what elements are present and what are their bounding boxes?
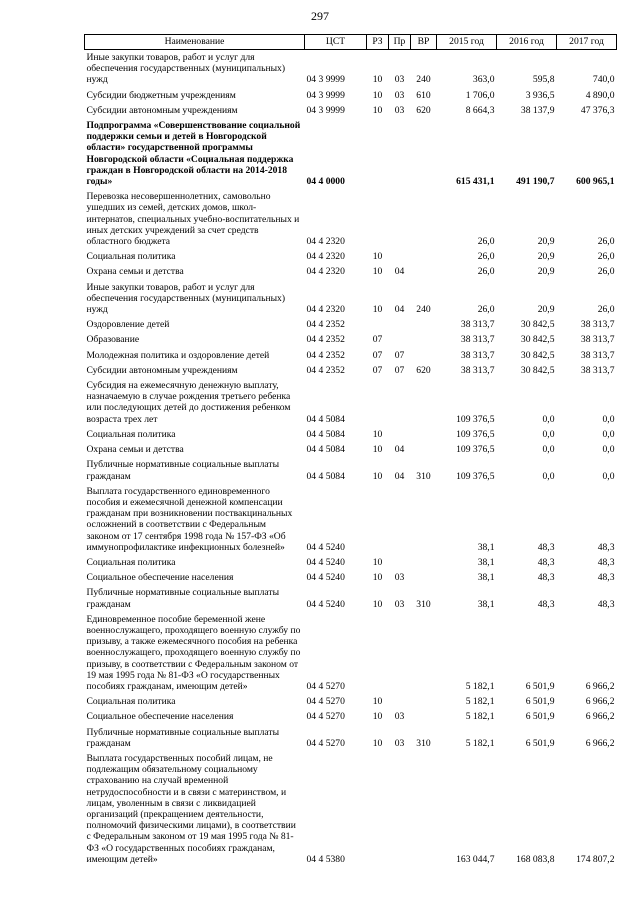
cell-2016: 30 842,5 bbox=[520, 319, 555, 331]
cell-rz: 10 bbox=[372, 737, 383, 749]
cell-2015: 1 706,0 bbox=[465, 89, 495, 101]
cell-pr bbox=[389, 612, 411, 694]
cell-rz bbox=[367, 317, 389, 332]
cell-vr bbox=[411, 317, 437, 332]
table-row bbox=[85, 50, 617, 88]
header-vr: ВР bbox=[411, 35, 437, 50]
cell-2015: 26,0 bbox=[477, 266, 495, 278]
cell-name: Социальная политика bbox=[86, 251, 176, 263]
cell-rz bbox=[367, 189, 389, 249]
cell-2016: 6 501,9 bbox=[525, 711, 555, 723]
cell-2016: 48,3 bbox=[537, 556, 555, 568]
budget-table bbox=[84, 34, 617, 867]
cell-2016: 48,3 bbox=[537, 572, 555, 584]
cell-name: Социальное обеспечение населения bbox=[86, 572, 234, 584]
cell-name: Выплата государственных пособий лицам, не подлежащим обязательному социальному страхованию на случай временной нетрудоспособности и в связи с материнством, и лицам, уволенным в связи с ликвидацией организаций (прекращением деятельности, полномочий физическими лицами), в соответствии с Федеральным законом от 19 мая 1995 года № 81-ФЗ «О государственных пособиях гражданам, имеющим детей» bbox=[86, 752, 296, 865]
cell-rz: 10 bbox=[372, 251, 383, 263]
cell-pr: 07 bbox=[394, 364, 405, 376]
table-row bbox=[85, 457, 617, 483]
cell-vr bbox=[411, 555, 437, 570]
cell-2017: 48,3 bbox=[597, 598, 615, 610]
cell-2017: 26,0 bbox=[597, 304, 615, 316]
cell-name: Охрана семьи и детства bbox=[86, 444, 184, 456]
cell-2015: 109 376,5 bbox=[456, 428, 495, 440]
cell-rz: 10 bbox=[372, 428, 383, 440]
cell-vr bbox=[411, 249, 437, 264]
cell-pr bbox=[389, 555, 411, 570]
cell-pr: 07 bbox=[394, 349, 405, 361]
cell-rz: 10 bbox=[372, 444, 383, 456]
cell-cst: 04 4 2320 bbox=[306, 266, 345, 278]
table-row bbox=[85, 363, 617, 378]
cell-vr bbox=[411, 348, 437, 363]
cell-2015: 5 182,1 bbox=[465, 680, 495, 692]
cell-2015: 26,0 bbox=[477, 304, 495, 316]
cell-pr: 03 bbox=[394, 598, 405, 610]
cell-cst: 04 4 5270 bbox=[306, 737, 345, 749]
cell-name: Подпрограмма «Совершенствование социальной поддержки семьи и детей в Новгородской области» государственной программы Новгородской области «Социальная поддержка граждан в Новгородской области на 2014-2018 годы» bbox=[86, 120, 301, 188]
cell-pr bbox=[389, 317, 411, 332]
cell-cst: 04 4 5084 bbox=[306, 470, 345, 482]
cell-pr: 03 bbox=[394, 89, 405, 101]
cell-2015: 38 313,7 bbox=[460, 349, 495, 361]
cell-2017: 48,3 bbox=[597, 572, 615, 584]
cell-2016: 30 842,5 bbox=[520, 334, 555, 346]
cell-2015: 109 376,5 bbox=[456, 470, 495, 482]
cell-2015: 38,1 bbox=[477, 598, 495, 610]
cell-2016: 0,0 bbox=[542, 413, 555, 425]
header-name: Наименование bbox=[85, 35, 305, 50]
cell-name: Иные закупки товаров, работ и услуг для обеспечения государственных (муниципальных) нужд bbox=[86, 281, 286, 316]
cell-2016: 0,0 bbox=[542, 470, 555, 482]
cell-2016: 168 083,8 bbox=[516, 853, 555, 865]
cell-rz: 10 bbox=[372, 104, 383, 116]
table-row bbox=[85, 249, 617, 264]
cell-2015: 109 376,5 bbox=[456, 444, 495, 456]
cell-pr bbox=[389, 484, 411, 555]
cell-2017: 38 313,7 bbox=[580, 334, 615, 346]
cell-rz: 10 bbox=[372, 572, 383, 584]
cell-2017: 0,0 bbox=[602, 428, 615, 440]
cell-vr: 240 bbox=[416, 304, 431, 316]
cell-2015: 38 313,7 bbox=[460, 334, 495, 346]
cell-2016: 6 501,9 bbox=[525, 696, 555, 708]
cell-rz: 10 bbox=[372, 711, 383, 723]
cell-cst: 04 4 2352 bbox=[306, 349, 345, 361]
cell-2016: 48,3 bbox=[537, 598, 555, 610]
cell-name: Иные закупки товаров, работ и услуг для обеспечения государственных (муниципальных) нужд bbox=[86, 52, 286, 86]
header-rz: РЗ bbox=[367, 35, 389, 50]
cell-name: Субсидии автономным учреждениям bbox=[86, 364, 238, 376]
cell-cst: 04 4 2320 bbox=[306, 304, 345, 316]
cell-pr bbox=[389, 694, 411, 709]
cell-name: Социальная политика bbox=[86, 428, 176, 440]
table-row bbox=[85, 103, 617, 118]
header-cst: ЦСТ bbox=[305, 35, 367, 50]
table-row bbox=[85, 555, 617, 570]
cell-pr: 04 bbox=[394, 470, 405, 482]
cell-rz bbox=[367, 118, 389, 189]
cell-vr: 310 bbox=[416, 470, 431, 482]
cell-2015: 5 182,1 bbox=[465, 696, 495, 708]
cell-pr bbox=[389, 249, 411, 264]
cell-pr: 03 bbox=[394, 572, 405, 584]
cell-name: Социальное обеспечение населения bbox=[86, 711, 234, 723]
cell-2015: 38 313,7 bbox=[460, 364, 495, 376]
cell-vr: 310 bbox=[416, 598, 431, 610]
cell-rz: 10 bbox=[372, 89, 383, 101]
table-row bbox=[85, 585, 617, 611]
cell-2016: 0,0 bbox=[542, 428, 555, 440]
cell-2016: 6 501,9 bbox=[525, 680, 555, 692]
cell-name: Субсидия на ежемесячную денежную выплату, назначаемую в случае рождения третьего ребенка или последующих детей до достижения ребенком возраста трех лет bbox=[86, 380, 291, 425]
cell-cst: 04 3 9999 bbox=[306, 74, 345, 86]
cell-2016: 30 842,5 bbox=[520, 349, 555, 361]
cell-2015: 109 376,5 bbox=[456, 413, 495, 425]
cell-2015: 163 044,7 bbox=[456, 853, 495, 865]
cell-2017: 6 966,2 bbox=[585, 737, 615, 749]
cell-2017: 174 807,2 bbox=[576, 853, 615, 865]
cell-vr: 240 bbox=[416, 74, 431, 86]
table-row bbox=[85, 570, 617, 585]
cell-2015: 363,0 bbox=[472, 74, 495, 86]
cell-rz bbox=[367, 484, 389, 555]
table-row bbox=[85, 427, 617, 442]
cell-name: Оздоровление детей bbox=[86, 319, 170, 331]
cell-cst: 04 4 5240 bbox=[306, 556, 345, 568]
cell-pr: 03 bbox=[394, 737, 405, 749]
table-row bbox=[85, 118, 617, 189]
cell-pr: 04 bbox=[394, 266, 405, 278]
cell-vr bbox=[411, 332, 437, 347]
cell-2015: 38 313,7 bbox=[460, 319, 495, 331]
cell-cst: 04 4 5270 bbox=[306, 696, 345, 708]
table-row bbox=[85, 88, 617, 103]
header-2017: 2017 год bbox=[557, 35, 617, 50]
cell-rz: 10 bbox=[372, 470, 383, 482]
cell-2017: 0,0 bbox=[602, 413, 615, 425]
cell-pr bbox=[389, 751, 411, 867]
cell-name: Публичные нормативные социальные выплаты гражданам bbox=[86, 587, 280, 610]
cell-vr: 310 bbox=[416, 737, 431, 749]
cell-cst: 04 4 5240 bbox=[306, 541, 345, 553]
cell-vr bbox=[411, 118, 437, 189]
cell-2015: 8 664,3 bbox=[465, 104, 495, 116]
table-row bbox=[85, 378, 617, 427]
cell-cst: 04 4 2320 bbox=[306, 251, 345, 263]
cell-name: Молодежная политика и оздоровление детей bbox=[86, 349, 270, 361]
table-row bbox=[85, 484, 617, 555]
cell-name: Образование bbox=[86, 334, 140, 346]
cell-2016: 20,9 bbox=[537, 251, 555, 263]
cell-2016: 20,9 bbox=[537, 236, 555, 248]
cell-cst: 04 4 5240 bbox=[306, 572, 345, 584]
cell-2015: 26,0 bbox=[477, 236, 495, 248]
cell-vr bbox=[411, 612, 437, 694]
table-row bbox=[85, 694, 617, 709]
table-row bbox=[85, 317, 617, 332]
cell-2016: 30 842,5 bbox=[520, 364, 555, 376]
cell-vr: 610 bbox=[416, 89, 431, 101]
cell-cst: 04 4 2352 bbox=[306, 334, 345, 346]
cell-pr: 03 bbox=[394, 74, 405, 86]
cell-2016: 38 137,9 bbox=[520, 104, 555, 116]
cell-2016: 3 936,5 bbox=[525, 89, 555, 101]
cell-cst: 04 4 5084 bbox=[306, 444, 345, 456]
cell-2016: 6 501,9 bbox=[525, 737, 555, 749]
cell-rz: 07 bbox=[372, 349, 383, 361]
cell-vr bbox=[411, 189, 437, 249]
cell-2017: 26,0 bbox=[597, 266, 615, 278]
cell-pr bbox=[389, 189, 411, 249]
cell-name: Охрана семьи и детства bbox=[86, 266, 184, 278]
cell-vr bbox=[411, 694, 437, 709]
cell-2017: 6 966,2 bbox=[585, 680, 615, 692]
cell-2016: 20,9 bbox=[537, 304, 555, 316]
cell-cst: 04 4 2352 bbox=[306, 319, 345, 331]
cell-name: Выплата государственного единовременного пособия и ежемесячной денежной компенсации гражданам при возникновении поствакцинальных осложнений в соответствии с Федеральным законом от 17 сентября 1998 года № 157-ФЗ «Об иммунопрофилактике инфекционных болезней» bbox=[86, 485, 293, 553]
cell-cst: 04 4 2352 bbox=[306, 364, 345, 376]
cell-2016: 595,8 bbox=[532, 74, 555, 86]
table-row bbox=[85, 612, 617, 694]
cell-name: Социальная политика bbox=[86, 556, 176, 568]
cell-rz bbox=[367, 378, 389, 427]
cell-vr bbox=[411, 427, 437, 442]
table-row bbox=[85, 189, 617, 249]
cell-2017: 38 313,7 bbox=[580, 364, 615, 376]
cell-name: Социальная политика bbox=[86, 696, 176, 708]
cell-2015: 26,0 bbox=[477, 251, 495, 263]
cell-2016: 0,0 bbox=[542, 444, 555, 456]
cell-2017: 26,0 bbox=[597, 251, 615, 263]
cell-cst: 04 3 9999 bbox=[306, 104, 345, 116]
cell-2015: 38,1 bbox=[477, 572, 495, 584]
cell-rz: 10 bbox=[372, 556, 383, 568]
cell-2016: 48,3 bbox=[537, 541, 555, 553]
cell-pr: 04 bbox=[394, 304, 405, 316]
cell-pr bbox=[389, 378, 411, 427]
cell-vr bbox=[411, 570, 437, 585]
cell-cst: 04 4 2320 bbox=[306, 236, 345, 248]
table-row bbox=[85, 725, 617, 751]
table-row bbox=[85, 280, 617, 318]
cell-2017: 0,0 bbox=[602, 444, 615, 456]
cell-vr bbox=[411, 751, 437, 867]
table-row bbox=[85, 709, 617, 724]
header-2015: 2015 год bbox=[437, 35, 497, 50]
cell-vr: 620 bbox=[416, 104, 431, 116]
table-body bbox=[85, 50, 617, 868]
table-row bbox=[85, 751, 617, 867]
cell-2017: 48,3 bbox=[597, 556, 615, 568]
cell-vr: 620 bbox=[416, 364, 431, 376]
cell-2015: 38,1 bbox=[477, 556, 495, 568]
cell-name: Публичные нормативные социальные выплаты гражданам bbox=[86, 726, 280, 749]
cell-rz: 07 bbox=[372, 334, 383, 346]
cell-2017: 600 965,1 bbox=[576, 176, 615, 188]
cell-rz: 10 bbox=[372, 696, 383, 708]
cell-rz: 10 bbox=[372, 304, 383, 316]
cell-2015: 615 431,1 bbox=[456, 176, 495, 188]
cell-cst: 04 4 5084 bbox=[306, 413, 345, 425]
cell-2017: 6 966,2 bbox=[585, 696, 615, 708]
cell-cst: 04 4 5270 bbox=[306, 680, 345, 692]
cell-rz: 10 bbox=[372, 598, 383, 610]
cell-name: Перевозка несовершеннолетних, самовольно ушедших из семей, детских домов, школ-интернатов, специальных учебно-воспитательных и иных детских учреждений за счет средств областного бюджета bbox=[86, 191, 300, 248]
cell-vr bbox=[411, 264, 437, 279]
table-row bbox=[85, 442, 617, 457]
cell-2017: 38 313,7 bbox=[580, 349, 615, 361]
cell-2017: 740,0 bbox=[592, 74, 615, 86]
cell-cst: 04 4 5240 bbox=[306, 598, 345, 610]
cell-pr bbox=[389, 118, 411, 189]
cell-rz: 10 bbox=[372, 74, 383, 86]
table-row bbox=[85, 348, 617, 363]
cell-pr: 03 bbox=[394, 711, 405, 723]
cell-2017: 6 966,2 bbox=[585, 711, 615, 723]
cell-vr bbox=[411, 378, 437, 427]
cell-cst: 04 4 5380 bbox=[306, 853, 345, 865]
table-row bbox=[85, 264, 617, 279]
cell-2016: 20,9 bbox=[537, 266, 555, 278]
header-pr: Пр bbox=[389, 35, 411, 50]
cell-cst: 04 4 5084 bbox=[306, 428, 345, 440]
cell-rz: 07 bbox=[372, 364, 383, 376]
table-row bbox=[85, 332, 617, 347]
cell-name: Единовременное пособие беременной жене военнослужащего, проходящего военную службу по призыву, а также ежемесячного пособия на ребенка военнослужащего, проходящего военную службу по призыву, в соответствии с Федеральным законом от 19 мая 1995 года № 81-ФЗ «О государственных пособиях гражданам, имеющим детей» bbox=[86, 613, 301, 692]
cell-pr bbox=[389, 427, 411, 442]
cell-2015: 38,1 bbox=[477, 541, 495, 553]
cell-2017: 26,0 bbox=[597, 236, 615, 248]
cell-name: Публичные нормативные социальные выплаты гражданам bbox=[86, 459, 280, 482]
cell-cst: 04 3 9999 bbox=[306, 89, 345, 101]
cell-2016: 491 190,7 bbox=[516, 176, 555, 188]
cell-name: Субсидии бюджетным учреждениям bbox=[86, 89, 236, 101]
cell-rz bbox=[367, 751, 389, 867]
cell-rz bbox=[367, 612, 389, 694]
cell-pr: 03 bbox=[394, 104, 405, 116]
cell-cst: 04 4 5270 bbox=[306, 711, 345, 723]
header-2016: 2016 год bbox=[497, 35, 557, 50]
cell-2015: 5 182,1 bbox=[465, 737, 495, 749]
cell-2017: 4 890,0 bbox=[585, 89, 615, 101]
page-number: 297 bbox=[311, 9, 329, 23]
cell-2017: 38 313,7 bbox=[580, 319, 615, 331]
cell-pr: 04 bbox=[394, 444, 405, 456]
cell-2017: 48,3 bbox=[597, 541, 615, 553]
cell-pr bbox=[389, 332, 411, 347]
cell-name: Субсидии автономным учреждениям bbox=[86, 104, 238, 116]
table-header-row bbox=[85, 35, 617, 50]
cell-2015: 5 182,1 bbox=[465, 711, 495, 723]
cell-vr bbox=[411, 442, 437, 457]
cell-vr bbox=[411, 709, 437, 724]
cell-rz: 10 bbox=[372, 266, 383, 278]
cell-cst: 04 4 0000 bbox=[306, 176, 345, 188]
cell-2017: 0,0 bbox=[602, 470, 615, 482]
cell-2017: 47 376,3 bbox=[580, 104, 615, 116]
cell-vr bbox=[411, 484, 437, 555]
